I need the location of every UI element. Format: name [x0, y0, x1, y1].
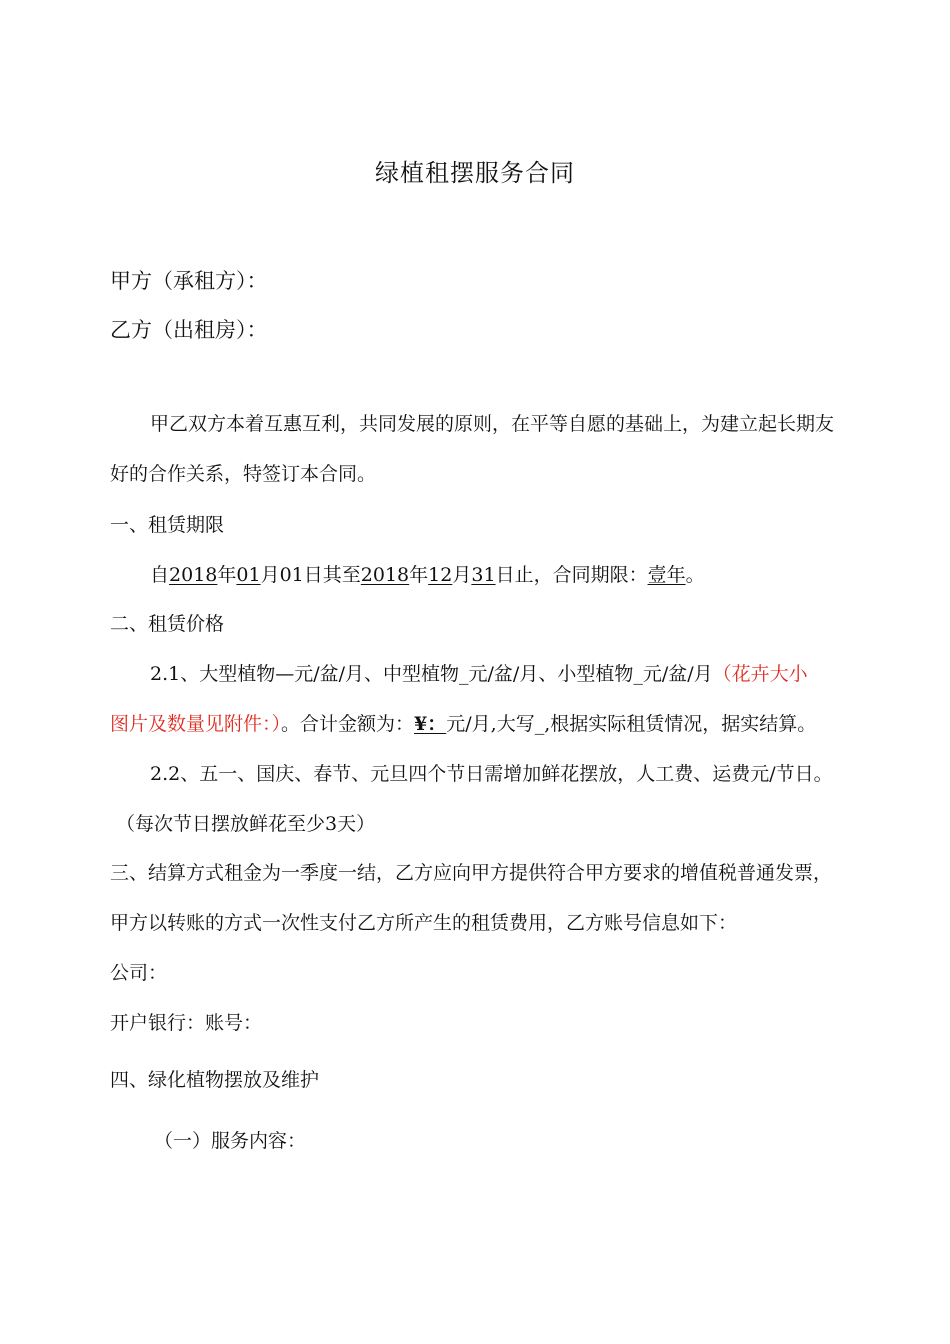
bank-account-label: 开户银行：账号：: [110, 1012, 263, 1034]
end-day: 31: [471, 564, 496, 586]
lease-period-line: 自2018年01月01日其至2018年12月31日止，合同期限：壹年。: [150, 564, 705, 586]
total-label: 。合计金额为：: [281, 713, 415, 735]
section-2-heading: 二、租赁价格: [110, 613, 225, 635]
contract-term: 壹年: [647, 564, 686, 586]
section-4-heading: 四、绿化植物摆放及维护: [110, 1069, 320, 1091]
section-3-line-2: 甲方以转账的方式一次性支付乙方所产生的租赁费用，乙方账号信息如下：: [110, 912, 738, 934]
attachment-note-part-1: （花卉大小: [712, 663, 808, 685]
company-label: 公司：: [110, 962, 168, 984]
total-value: ¥：: [414, 713, 447, 735]
intro-line-2: 好的合作关系，特签订本合同。: [110, 463, 377, 485]
price-line-2: [110, 712, 816, 736]
section-1-heading: 一、租赁期限: [110, 514, 225, 536]
holiday-flowers-line: 2.2、五一、国庆、春节、元旦四个节日需增加鲜花摆放，人工费、运费元/节日。: [150, 763, 833, 785]
attachment-note-part-2: 图片及数量见附件：）: [110, 713, 282, 735]
party-b-label: 乙方（出租房）：: [110, 318, 268, 342]
price-line-1: [150, 662, 808, 686]
start-month: 01: [236, 564, 261, 586]
end-month: 12: [428, 564, 453, 586]
holiday-flowers-note: （每次节日摆放鲜花至少3天）: [116, 813, 376, 835]
start-day: 01: [279, 564, 304, 586]
end-year: 2018: [360, 564, 410, 586]
start-year: 2018: [169, 564, 218, 586]
party-a-label: 甲方（承租方）：: [110, 269, 268, 293]
document-title: 绿植租摆服务合同: [375, 159, 575, 187]
total-rest: 元/月,大写_,根据实际租赁情况，据实结算。: [446, 713, 817, 735]
intro-line-1: 甲乙双方本着互惠互利，共同发展的原则，在平等自愿的基础上，为建立起长期友: [150, 413, 835, 435]
service-content-heading: （一）服务内容：: [154, 1130, 307, 1152]
section-3-line-1: 三、结算方式租金为一季度一结，乙方应向甲方提供符合甲方要求的增值税普通发票，: [110, 862, 833, 884]
plant-prices: 2.1、大型植物—元/盆/月、中型植物_元/盆/月、小型植物_元/盆/月: [150, 663, 713, 685]
